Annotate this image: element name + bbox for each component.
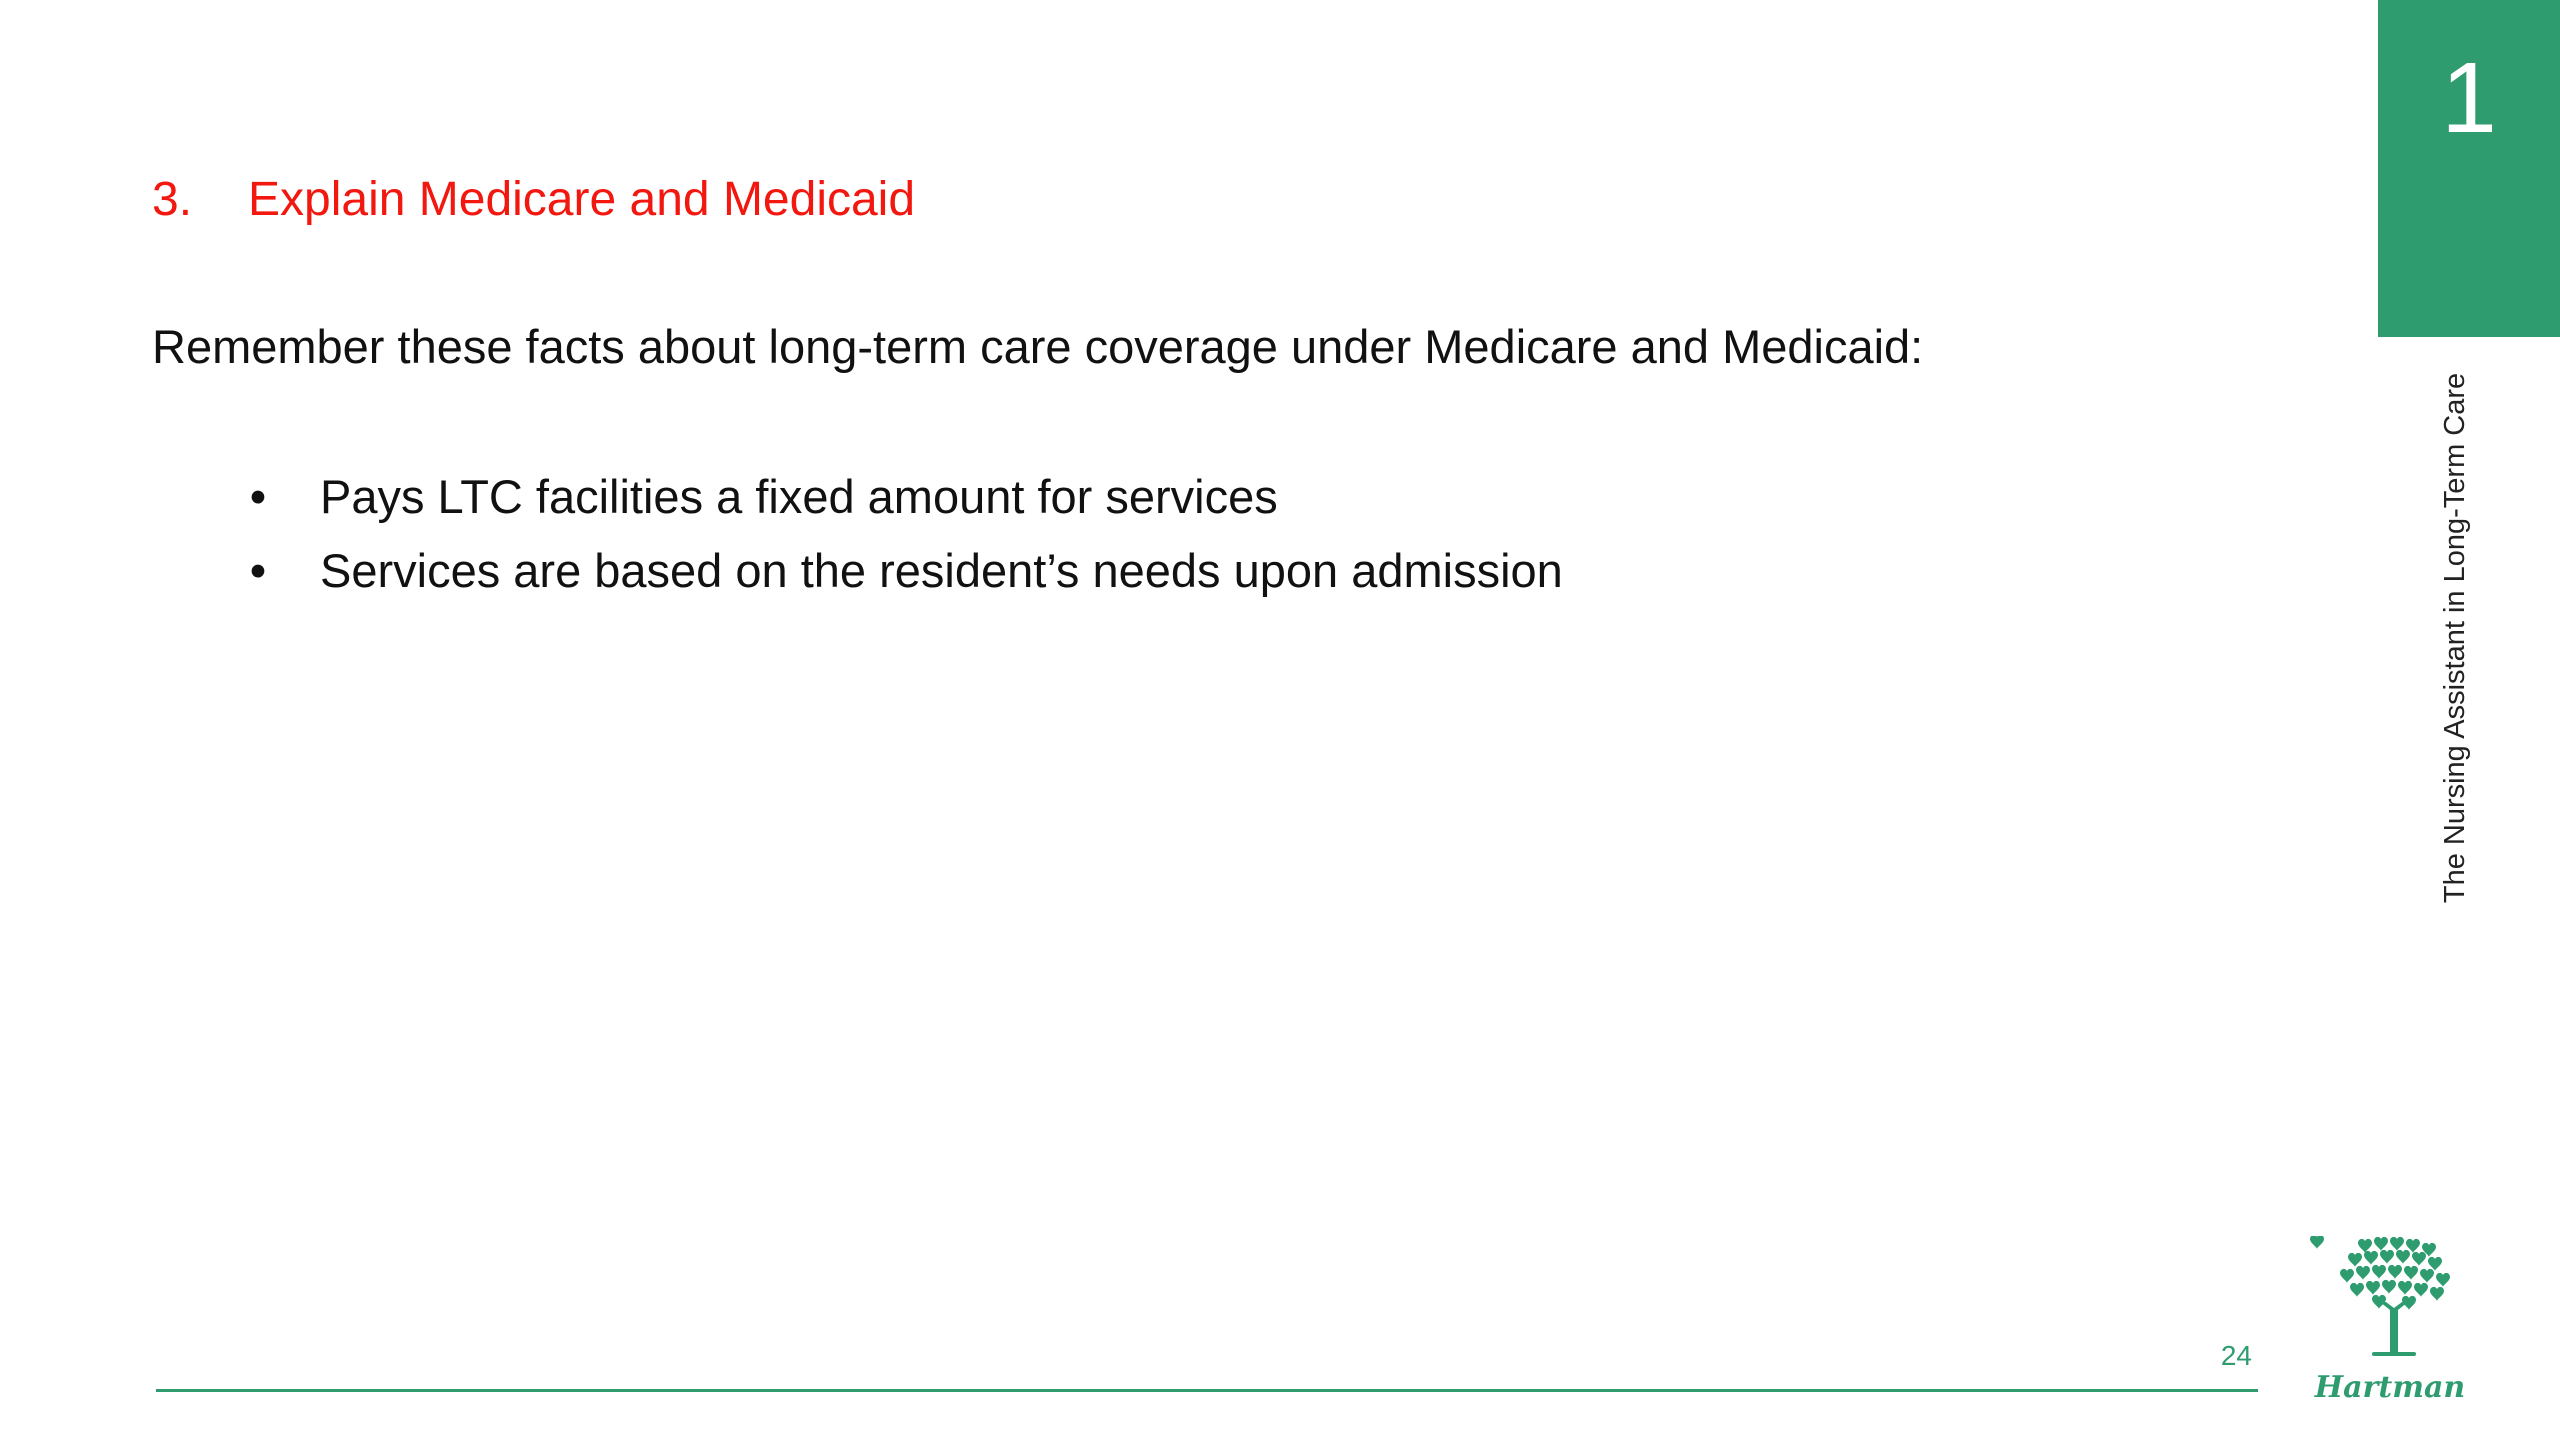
book-title: The Nursing Assistant in Long-Term Care	[2439, 372, 2471, 904]
logo-wordmark: Hartman	[2314, 1370, 2466, 1405]
bullet-text: Services are based on the resident’s needs upon admission	[320, 544, 1563, 597]
bullet-icon: •	[249, 470, 267, 523]
heading-number: 3.	[152, 173, 193, 226]
bullet-text: Pays LTC facilities a fixed amount for services	[320, 470, 1278, 523]
chapter-number: 1	[2441, 42, 2497, 154]
bullet-list	[248, 460, 1563, 608]
vertical-book-title	[2430, 372, 2480, 904]
bullet-icon: •	[249, 544, 267, 597]
chapter-tab	[2378, 0, 2560, 337]
page-number: 24	[2220, 1340, 2252, 1371]
list-item	[248, 460, 1563, 534]
list-item	[248, 534, 1563, 608]
intro-text: Remember these facts about long-term care coverage under Medicare and Medicaid:	[152, 320, 1924, 373]
heading-text: Explain Medicare and Medicaid	[248, 173, 916, 226]
footer-divider	[156, 1389, 2258, 1392]
slide-heading	[152, 166, 915, 234]
